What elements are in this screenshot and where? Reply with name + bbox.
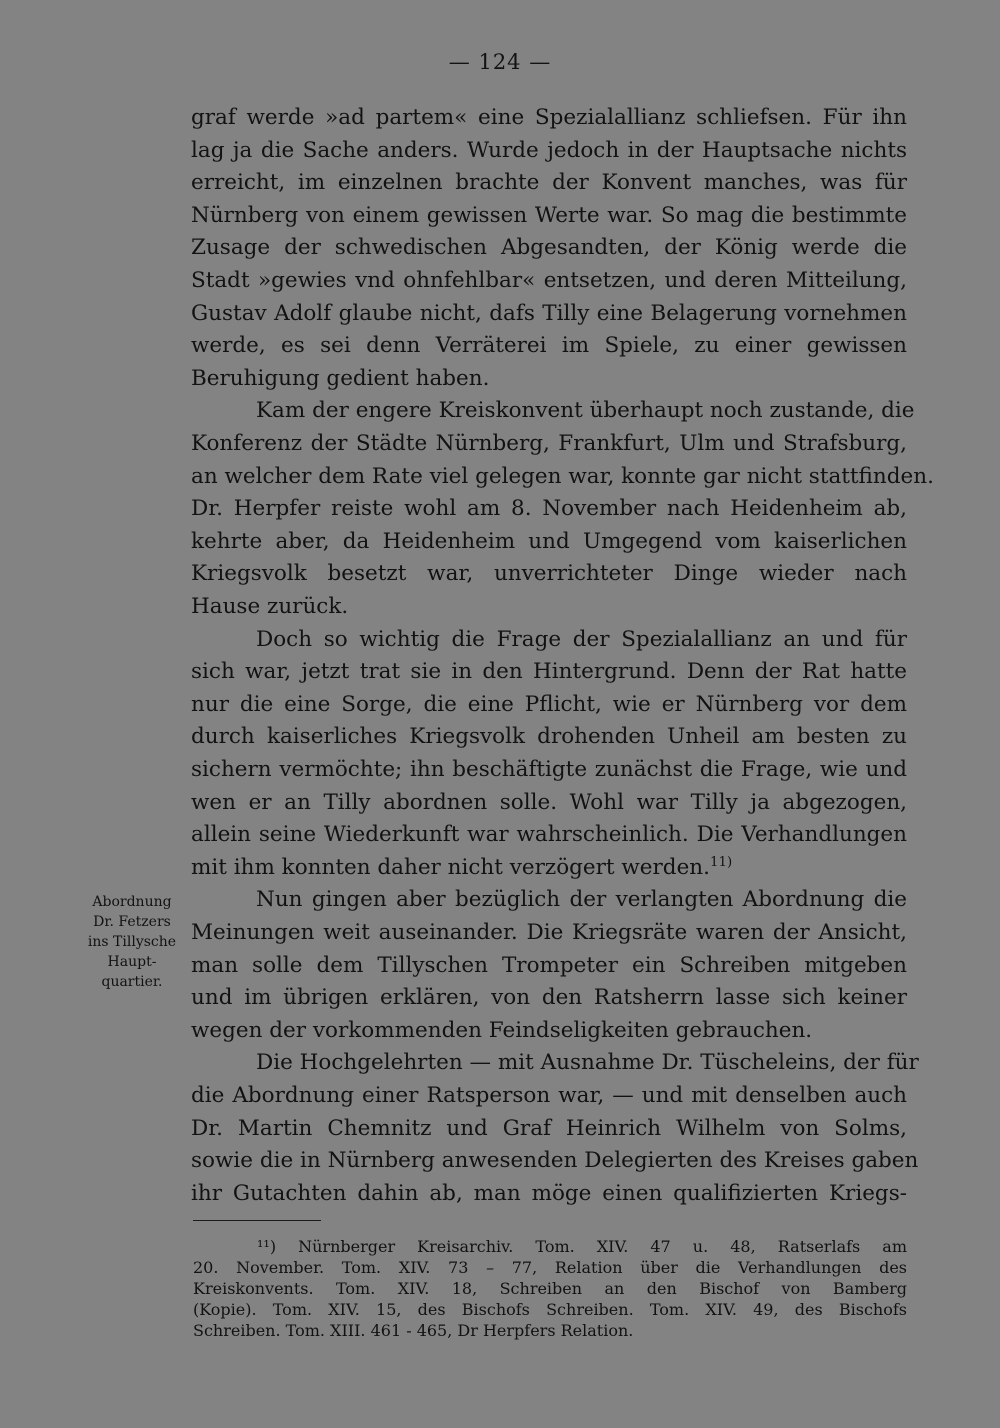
text-line [191,852,907,885]
text-line: Doch so wichtig die Frage der Spezialallianz an und für [256,626,907,652]
text-line: Beruhigung gedient haben. [191,365,490,391]
text-line: sichern vermöchte; ihn beschäftigte zunächst die Frage, wie und [191,756,907,782]
footnote-line: ¹¹) Nürnberger Kreisarchiv. Tom. XIV. 47 u. 48, Ratserlafs am [257,1237,907,1256]
margin-note-line: Haupt- [107,954,157,970]
text-line: Kriegsvolk besetzt war, unverrichteter Dinge wieder nach [191,561,907,587]
text-line: erreicht, im einzelnen brachte der Konvent manches, was für [191,170,907,196]
footnote-line: Kreiskonvents. Tom. XIV. 18, Schreiben an den Bischof von Bamberg [193,1279,907,1298]
paragraph-2 [191,395,934,623]
text-line: Hause zurück. [191,593,349,619]
text-line: Dr. Martin Chemnitz und Graf Heinrich Wilhelm von Solms, [191,1115,907,1141]
text-line: wen er an Tilly abordnen solle. Wohl war Tilly ja abgezogen, [191,789,907,815]
text-line: Konferenz der Städte Nürnberg, Frankfurt, Ulm und Strafsburg, [191,430,907,456]
footnote-ref: 11) [709,854,733,870]
footnote-divider [193,1220,321,1221]
text-line: kehrte aber, da Heidenheim und Umgegend vom kaiserlichen [191,528,907,554]
text-line: Zusage der schwedischen Abgesandten, der König werde die [191,235,907,261]
text-line: sowie die in Nürnberg anwesenden Delegierten des Kreises gaben [191,1148,919,1174]
text-line: werde, es sei denn Verräterei im Spiele, zu einer gewissen [191,333,907,359]
text-line: sich war, jetzt trat sie in den Hintergrund. Denn der Rat hatte [191,659,907,685]
footnotes [193,1236,907,1341]
margin-note-line: ins Tillysche [87,934,177,950]
margin-note-line: Dr. Fetzers [93,914,171,930]
paragraph-4 [191,884,907,1047]
margin-note-line: quartier. [101,974,163,990]
paragraph-3 [191,624,907,885]
text-line: Nürnberg von einem gewissen Werte war. So mag die bestimmte [191,202,907,228]
text-line: Meinungen weit auseinander. Die Kriegsräte waren der Ansicht, [191,919,907,945]
text-line: Nun gingen aber bezüglich der verlangten Abordnung die [256,887,907,913]
text-line: allein seine Wiederkunft war wahrscheinlich. Die Verhandlungen [191,822,907,848]
footnote-line: (Kopie). Tom. XIV. 15, des Bischofs Schreiben. Tom. XIV. 49, des Bischofs [193,1300,907,1319]
text-line: man solle dem Tillyschen Trompeter ein Schreiben mitgeben [191,952,907,978]
text-line: Kam der engere Kreiskonvent überhaupt noch zustande, die [256,398,915,424]
text-line: an welcher dem Rate viel gelegen war, konnte gar nicht stattfinden. [191,463,934,489]
page-number: — 124 — [448,50,552,74]
margin-note [82,892,182,992]
text-line: nur die eine Sorge, die eine Pflicht, wie er Nürnberg vor dem [191,691,907,717]
text-line: und im übrigen erklären, von den Ratsherrn lasse sich keiner [191,985,907,1011]
text-line: durch kaiserliches Kriegsvolk drohenden Unheil am besten zu [191,724,907,750]
paragraph-5 [191,1047,919,1210]
text-line: graf werde »ad partem« eine Spezialallianz schliefsen. Für ihn [191,105,907,130]
text-line: Gustav Adolf glaube nicht, dafs Tilly eine Belagerung vornehmen [191,300,907,326]
paragraph-1 [191,102,907,395]
footnote-line: 20. November. Tom. XIV. 73 – 77, Relation über die Verhandlungen des [193,1258,907,1277]
text-line: Die Hochgelehrten — mit Ausnahme Dr. Tüscheleins, der für [256,1050,919,1076]
text-line: lag ja die Sache anders. Wurde jedoch in der Hauptsache nichts [191,137,907,163]
text-line: wegen der vorkommenden Feindseligkeiten gebrauchen. [191,1017,813,1043]
text-line: Stadt »gewies vnd ohnfehlbar« entsetzen, und deren Mitteilung, [191,267,907,293]
text-line: ihr Gutachten dahin ab, man möge einen qualifizierten Kriegs- [191,1180,907,1206]
text-line: die Abordnung einer Ratsperson war, — und mit denselben auch [191,1082,907,1108]
footnote-line: Schreiben. Tom. XIII. 461 - 465, Dr Herpfers Relation. [193,1321,634,1340]
text-line-content: mit ihm konnten daher nicht verzögert werden. [191,854,710,880]
margin-note-line: Abordnung [92,894,172,910]
text-line: Dr. Herpfer reiste wohl am 8. November nach Heidenheim ab, [191,496,907,522]
